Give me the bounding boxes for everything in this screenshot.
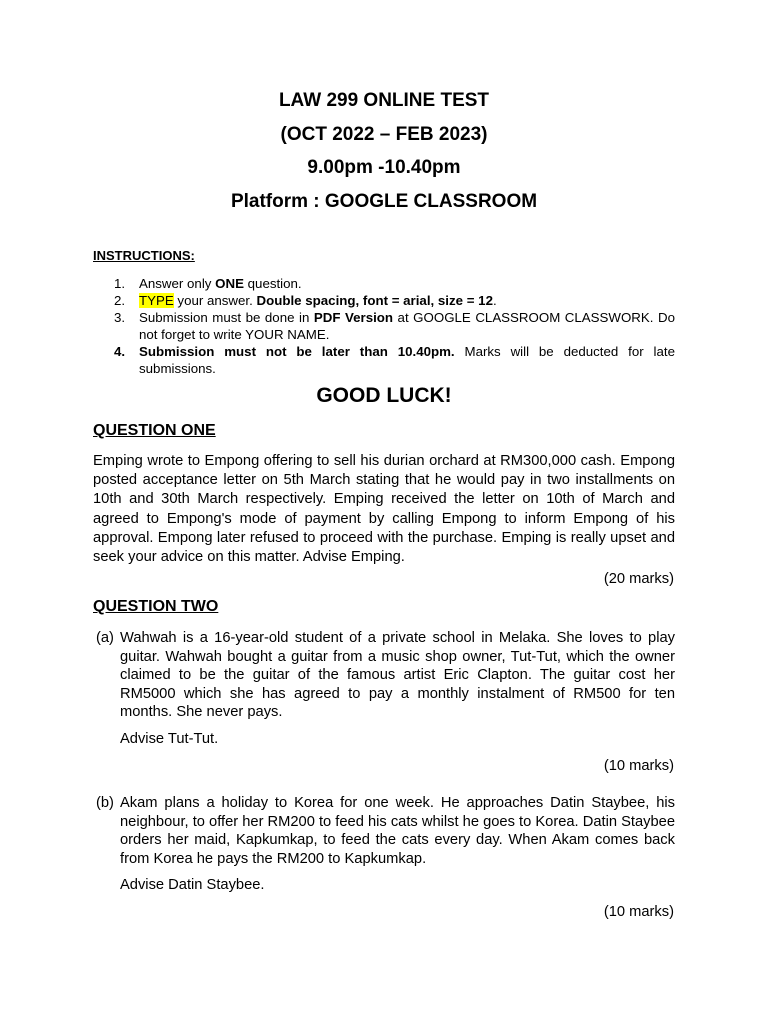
instruction-number: 2. bbox=[114, 293, 126, 308]
semester-range: (OCT 2022 – FEB 2023) bbox=[280, 123, 488, 145]
instruction-text bbox=[139, 275, 675, 292]
instructions-heading: INSTRUCTIONS: bbox=[93, 248, 195, 263]
instruction-item bbox=[93, 292, 675, 309]
instructions-list bbox=[93, 275, 675, 377]
part-a-body: Wahwah is a 16-year-old student of a private school in Melaka. She loves to play guitar. Wahwah bought a guitar from a music shop owner, Tut-Tut, which the owner claimed to be the guitar of the famous artist Eric Clapton. The guitar cost her RM5000 which she has agreed to pay a monthly instalment of RM500 for ten months. She never pays. bbox=[120, 630, 675, 721]
instruction-number: 4. bbox=[114, 344, 126, 359]
instruction-text-part: Answer only bbox=[139, 276, 216, 291]
part-b-advise: Advise Datin Staybee. bbox=[120, 877, 265, 893]
part-b-label: (b) bbox=[96, 795, 114, 811]
part-a-label: (a) bbox=[96, 630, 114, 646]
instruction-item bbox=[93, 275, 675, 292]
instruction-text bbox=[139, 292, 675, 309]
part-b-body: Akam plans a holiday to Korea for one week. He approaches Datin Staybee, his neighbour, to offer her RM200 to feed his cats whilst he goes to Korea. Datin Staybee orders her maid, Kapkumkap, to feed the cats every day. When Akam comes back from Korea he pays the RM200 to Kapkumkap. bbox=[120, 795, 675, 867]
instruction-number: 1. bbox=[114, 276, 126, 291]
instruction-text bbox=[139, 343, 675, 377]
question-one-body: Emping wrote to Empong offering to sell his durian orchard at RM300,000 cash. Empong posted acceptance letter on 5th March stating that he would pay in two installments on 10th and 30th March respectively. Emping received the letter on 10th of March and agreed to Empong's mode of payment by calling Empong to inform Empong of his approval. Empong later refused to proceed with the purchase. Emping is really upset and seek your advice on this matter. Advise Emping. bbox=[93, 453, 675, 566]
highlighted-word: TYPE bbox=[139, 293, 174, 308]
instruction-text bbox=[139, 309, 675, 343]
instruction-text-part: Marks will be deducted for late submissions. bbox=[139, 344, 675, 376]
instruction-text-part: . bbox=[492, 293, 497, 308]
question-one-heading: QUESTION ONE bbox=[93, 422, 216, 439]
question-one-marks: (20 marks) bbox=[603, 571, 674, 587]
instruction-emphasis: PDF Version bbox=[313, 310, 394, 325]
instruction-text-part: your answer. bbox=[173, 293, 257, 308]
instruction-item bbox=[93, 309, 675, 343]
instruction-text-part: at GOOGLE CLASSROOM CLASSWORK. Do not forget to write YOUR NAME. bbox=[139, 310, 675, 342]
instruction-text-part: Submission must be done in bbox=[139, 310, 314, 325]
question-two-heading: QUESTION TWO bbox=[93, 598, 219, 615]
good-luck-heading: GOOD LUCK! bbox=[316, 384, 452, 407]
question-two-part-a bbox=[96, 629, 675, 722]
instruction-item bbox=[93, 343, 675, 377]
exam-platform: Platform : GOOGLE CLASSROOM bbox=[230, 190, 538, 212]
instruction-emphasis: Double spacing, font = arial, size = 12 bbox=[256, 293, 493, 308]
exam-title-block bbox=[0, 84, 768, 218]
part-a-advise: Advise Tut-Tut. bbox=[120, 731, 219, 747]
question-two-part-b bbox=[96, 794, 675, 868]
instruction-number: 3. bbox=[114, 310, 126, 325]
instruction-emphasis: ONE bbox=[215, 276, 244, 291]
course-title: LAW 299 ONLINE TEST bbox=[278, 90, 490, 111]
part-b-marks: (10 marks) bbox=[603, 904, 674, 920]
instruction-text-part: question. bbox=[243, 276, 302, 291]
instruction-emphasis: Submission must not be later than 10.40pm. bbox=[139, 344, 455, 359]
exam-time: 9.00pm -10.40pm bbox=[307, 157, 461, 178]
part-a-marks: (10 marks) bbox=[603, 758, 674, 774]
